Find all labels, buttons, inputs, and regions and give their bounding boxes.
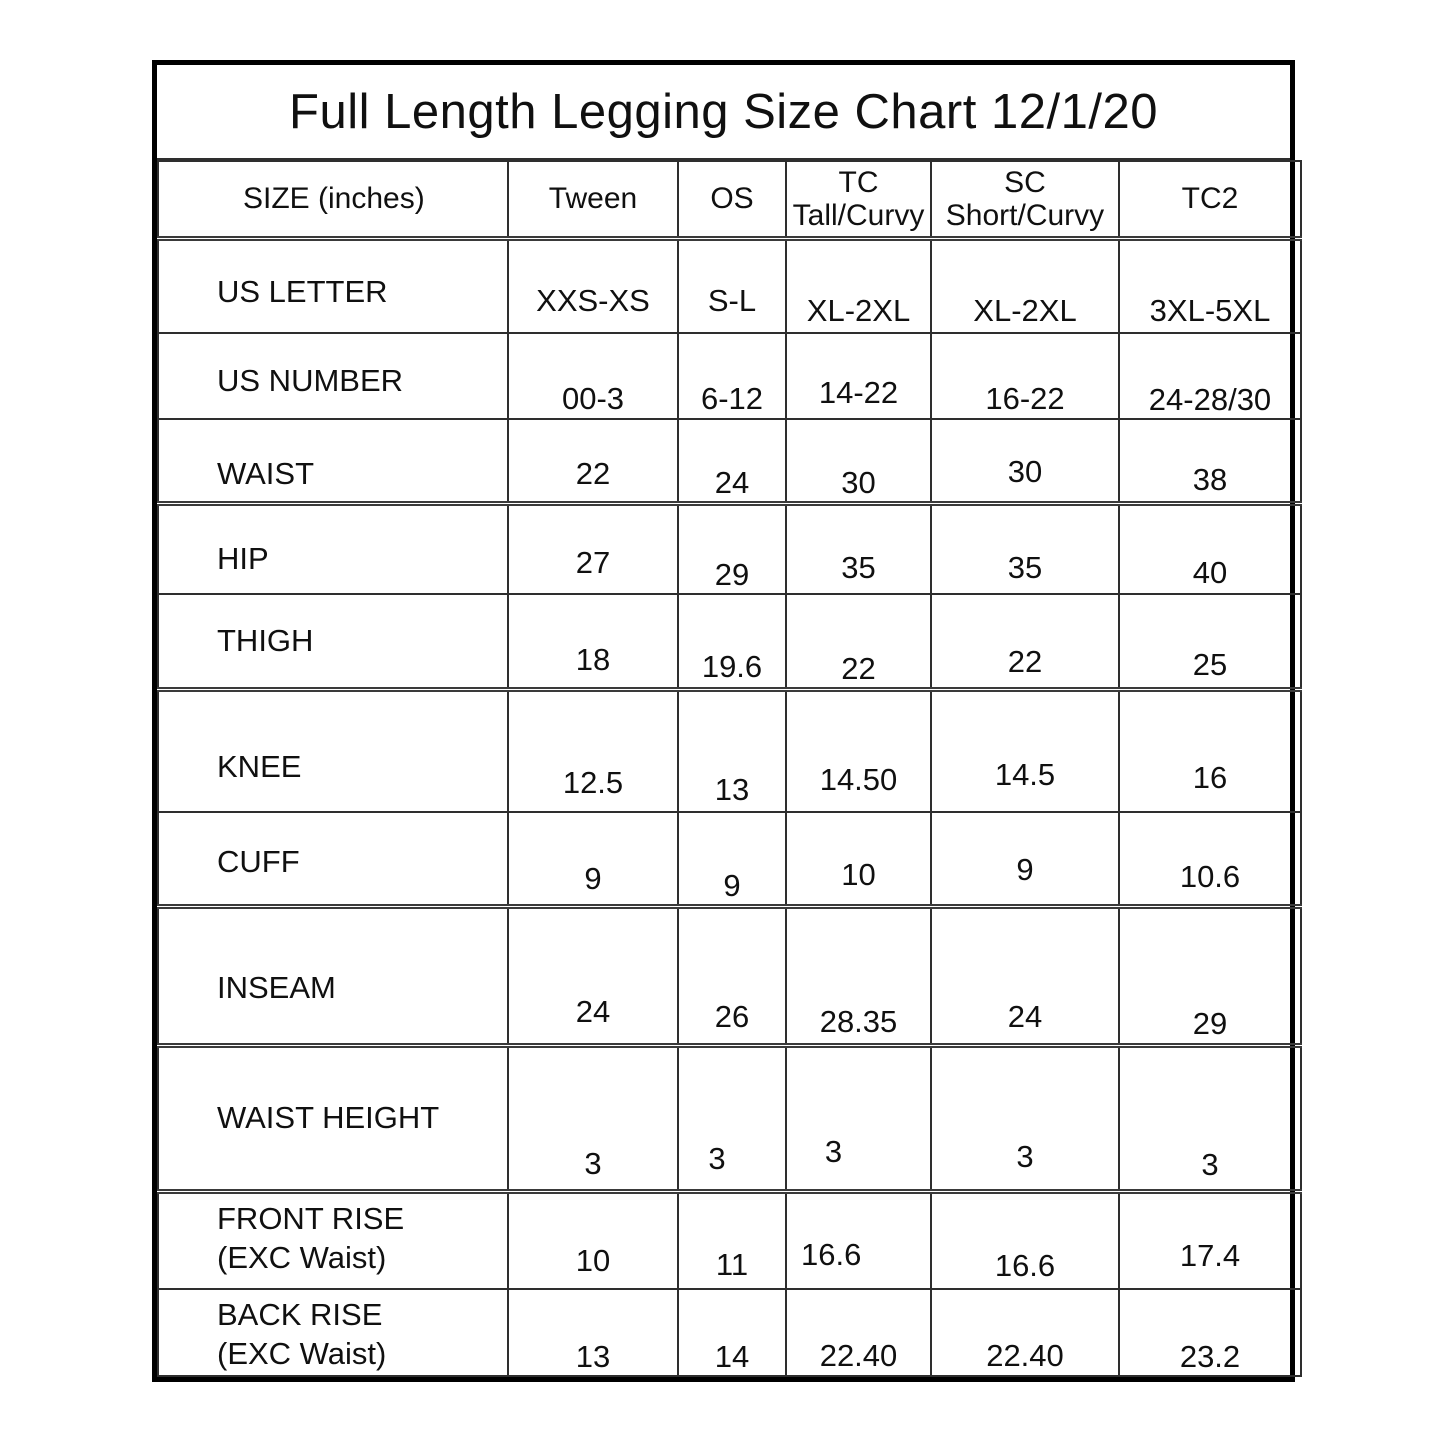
size-table: [157, 160, 1302, 1377]
cell-us-letter-os: S-L: [678, 238, 786, 333]
cell-back-rise-sc: 22.40: [931, 1289, 1119, 1376]
row-label-inseam: INSEAM: [158, 906, 508, 1045]
row-label-waist-height: WAIST HEIGHT: [158, 1045, 508, 1191]
cell-waist-tc2: 38: [1119, 419, 1301, 503]
cell-front-rise-tc: 16.6: [786, 1191, 931, 1289]
cell-waist-tc: 30: [786, 419, 931, 503]
cell-hip-os: 29: [678, 503, 786, 594]
cell-inseam-tween: 24: [508, 906, 678, 1045]
cell-hip-sc: 35: [931, 503, 1119, 594]
header-label: TC Tall/Curvy: [792, 165, 925, 232]
header-cell-os: [678, 161, 786, 238]
row-knee: [158, 689, 1301, 812]
cell-us-letter-tween: XXS-XS: [508, 238, 678, 333]
header-cell-tc2: [1119, 161, 1301, 238]
row-us-letter: [158, 238, 1301, 333]
header-label: OS: [710, 182, 754, 216]
cell-front-rise-sc: 16.6: [931, 1191, 1119, 1289]
cell-back-rise-tween: 13: [508, 1289, 678, 1376]
row-back-rise: [158, 1289, 1301, 1376]
row-inseam: [158, 906, 1301, 1045]
row-label-hip: HIP: [158, 503, 508, 594]
cell-inseam-sc: 24: [931, 906, 1119, 1045]
cell-knee-sc: 14.5: [931, 689, 1119, 812]
cell-thigh-os: 19.6: [678, 594, 786, 689]
header-cell-size: [158, 161, 508, 238]
cell-cuff-sc: 9: [931, 812, 1119, 906]
cell-knee-tween: 12.5: [508, 689, 678, 812]
row-label-waist: WAIST: [158, 419, 508, 503]
cell-front-rise-tc2: 17.4: [1119, 1191, 1301, 1289]
cell-cuff-tween: 9: [508, 812, 678, 906]
cell-back-rise-os: 14: [678, 1289, 786, 1376]
chart-title: Full Length Legging Size Chart 12/1/20: [157, 65, 1290, 160]
cell-hip-tc: 35: [786, 503, 931, 594]
cell-hip-tc2: 40: [1119, 503, 1301, 594]
row-label-cuff: CUFF: [158, 812, 508, 906]
header-label: TC2: [1181, 182, 1239, 216]
header-cell-tween: [508, 161, 678, 238]
cell-us-number-tween: 00-3: [508, 333, 678, 419]
header-row: [158, 161, 1301, 238]
cell-knee-tc: 14.50: [786, 689, 931, 812]
cell-inseam-tc: 28.35: [786, 906, 931, 1045]
row-label-front-rise: FRONT RISE (EXC Waist): [158, 1191, 508, 1289]
cell-inseam-tc2: 29: [1119, 906, 1301, 1045]
row-label-us-letter: US LETTER: [158, 238, 508, 333]
row-thigh: [158, 594, 1301, 689]
cell-back-rise-tc: 22.40: [786, 1289, 931, 1376]
cell-us-number-tc: 14-22: [786, 333, 931, 419]
cell-hip-tween: 27: [508, 503, 678, 594]
row-waist-height: [158, 1045, 1301, 1191]
row-label-back-rise: BACK RISE (EXC Waist): [158, 1289, 508, 1376]
cell-inseam-os: 26: [678, 906, 786, 1045]
cell-waist-height-tc2: 3: [1119, 1045, 1301, 1191]
header-label: SC Short/Curvy: [945, 165, 1105, 232]
cell-front-rise-tween: 10: [508, 1191, 678, 1289]
row-waist: [158, 419, 1301, 503]
row-us-number: [158, 333, 1301, 419]
cell-knee-tc2: 16: [1119, 689, 1301, 812]
cell-waist-tween: 22: [508, 419, 678, 503]
cell-cuff-tc: 10: [786, 812, 931, 906]
cell-knee-os: 13: [678, 689, 786, 812]
cell-us-letter-tc2: 3XL-5XL: [1119, 238, 1301, 333]
cell-waist-sc: 30: [931, 419, 1119, 503]
cell-waist-height-os: 3: [678, 1045, 786, 1191]
cell-us-letter-sc: XL-2XL: [931, 238, 1119, 333]
cell-us-number-os: 6-12: [678, 333, 786, 419]
cell-cuff-os: 9: [678, 812, 786, 906]
cell-us-number-sc: 16-22: [931, 333, 1119, 419]
cell-thigh-tc: 22: [786, 594, 931, 689]
cell-waist-height-tc: 3: [786, 1045, 931, 1191]
row-hip: [158, 503, 1301, 594]
cell-thigh-sc: 22: [931, 594, 1119, 689]
cell-waist-height-sc: 3: [931, 1045, 1119, 1191]
cell-us-number-tc2: 24-28/30: [1119, 333, 1301, 419]
cell-waist-height-tween: 3: [508, 1045, 678, 1191]
header-cell-tc: [786, 161, 931, 238]
cell-thigh-tc2: 25: [1119, 594, 1301, 689]
cell-thigh-tween: 18: [508, 594, 678, 689]
cell-front-rise-os: 11: [678, 1191, 786, 1289]
header-cell-sc: [931, 161, 1119, 238]
cell-back-rise-tc2: 23.2: [1119, 1289, 1301, 1376]
cell-us-letter-tc: XL-2XL: [786, 238, 931, 333]
cell-waist-os: 24: [678, 419, 786, 503]
row-cuff: [158, 812, 1301, 906]
row-label-us-number: US NUMBER: [158, 333, 508, 419]
cell-cuff-tc2: 10.6: [1119, 812, 1301, 906]
size-chart: [152, 60, 1295, 1382]
header-label: Tween: [548, 182, 638, 216]
row-front-rise: [158, 1191, 1301, 1289]
row-label-knee: KNEE: [158, 689, 508, 812]
header-label: SIZE (inches): [243, 182, 425, 216]
row-label-thigh: THIGH: [158, 594, 508, 689]
